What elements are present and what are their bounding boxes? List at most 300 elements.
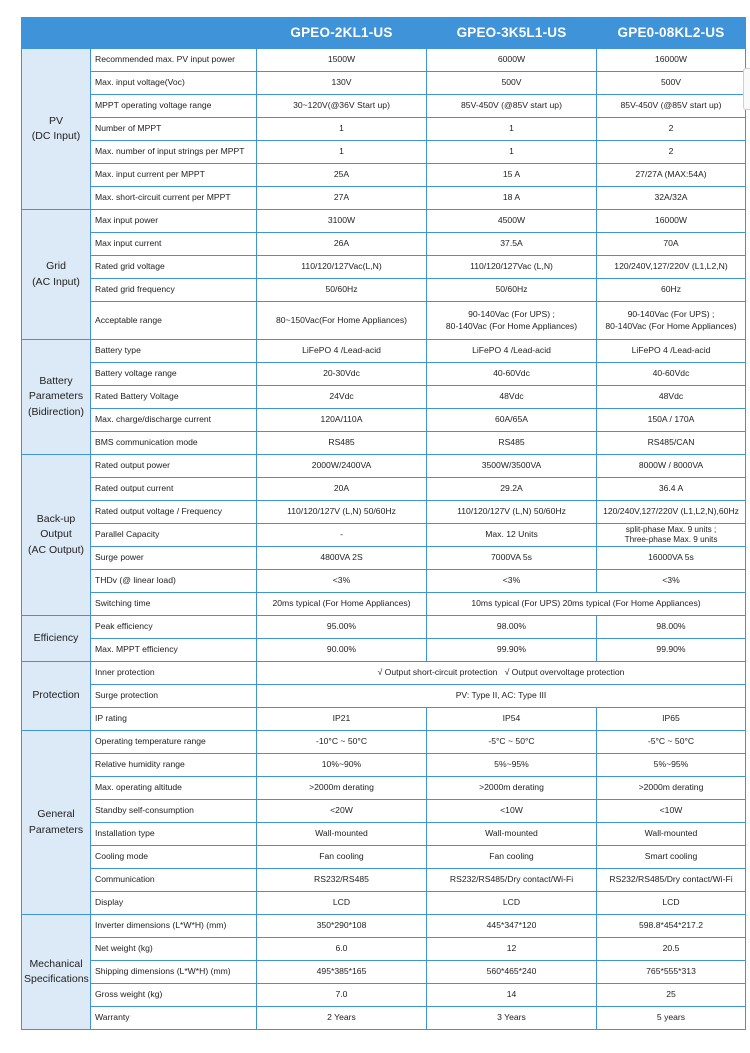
spec-value-line: 90-140Vac (For UPS) ; (468, 308, 555, 319)
spec-value (427, 524, 597, 547)
spec-value-merged (257, 685, 746, 708)
spec-table (21, 17, 746, 1030)
group-label-line: (Bidirection) (27, 405, 85, 418)
spec-value (597, 455, 746, 478)
spec-value-text: 48Vdc (499, 391, 524, 402)
spec-row (22, 386, 746, 409)
spec-value (257, 708, 427, 731)
group-label-grid (22, 210, 91, 340)
spec-row (22, 777, 746, 800)
spec-value-text: 2 (668, 123, 674, 134)
spec-value-text: 5%~95% (653, 759, 689, 770)
spec-row (22, 685, 746, 708)
spec-value-text: 50/60Hz (495, 284, 528, 295)
spec-value-merged (427, 593, 746, 616)
param-label (91, 118, 257, 141)
spec-value-text: IP54 (502, 713, 521, 724)
spec-value (427, 501, 597, 524)
spec-value (427, 547, 597, 570)
spec-value (597, 777, 746, 800)
param-label (91, 141, 257, 164)
spec-value (597, 1007, 746, 1030)
group-label-protection (22, 662, 91, 731)
spec-value (257, 210, 427, 233)
spec-value-text: 85V-450V (@85V start up) (461, 100, 562, 111)
group-label-general (22, 731, 91, 915)
param-label (91, 302, 257, 340)
spec-row (22, 754, 746, 777)
spec-row (22, 869, 746, 892)
param-label-text: Switching time (95, 598, 151, 609)
spec-value-text: 4800VA 2S (320, 552, 363, 563)
group-label-line: Battery (39, 375, 73, 388)
spec-value-text: 18 A (502, 192, 521, 203)
spec-value-text: 1 (339, 123, 344, 134)
header-blank-param (91, 18, 257, 49)
param-label (91, 685, 257, 708)
header-blank-group (22, 18, 91, 49)
spec-value (597, 892, 746, 915)
spec-row (22, 187, 746, 210)
spec-value (597, 524, 746, 547)
spec-value-text: <10W (500, 805, 523, 816)
param-label-text: Max. operating altitude (95, 782, 182, 793)
param-label (91, 777, 257, 800)
param-label-text: Communication (95, 874, 155, 885)
spec-row (22, 547, 746, 570)
param-label-text: Inverter dimensions (L*W*H) (mm) (95, 920, 227, 931)
param-label-text: Acceptable range (95, 314, 162, 325)
param-label (91, 731, 257, 754)
spec-row (22, 118, 746, 141)
spec-value (257, 302, 427, 340)
spec-value-line: 80-140Vac (For Home Appliances) (605, 320, 737, 331)
spec-value-text: 7000VA 5s (491, 552, 532, 563)
spec-value (597, 432, 746, 455)
param-label (91, 455, 257, 478)
spec-value (427, 846, 597, 869)
spec-value (597, 501, 746, 524)
spec-value-text: 1 (509, 123, 514, 134)
spec-row (22, 1007, 746, 1030)
spec-value (257, 892, 427, 915)
spec-value (427, 302, 597, 340)
group-label-line: (AC Output) (27, 543, 85, 556)
spec-value-text: 1 (339, 146, 344, 157)
spec-value (257, 455, 427, 478)
spec-value-text: 598.8*454*217.2 (638, 920, 704, 931)
spec-value (597, 210, 746, 233)
spec-row (22, 49, 746, 72)
spec-value (427, 616, 597, 639)
spec-value (597, 72, 746, 95)
group-label-backup (22, 455, 91, 616)
group-label-line: Output (40, 528, 72, 541)
spec-value (597, 363, 746, 386)
spec-row (22, 915, 746, 938)
param-label-text: Battery voltage range (95, 368, 177, 379)
param-label (91, 210, 257, 233)
param-label-text: Relative humidity range (95, 759, 185, 770)
spec-row (22, 233, 746, 256)
model-header-08kl2: GPE0-08KL2-US (597, 18, 746, 49)
spec-value-text: RS232/RS485 (314, 874, 369, 885)
param-label (91, 823, 257, 846)
spec-value (597, 233, 746, 256)
spec-value (597, 279, 746, 302)
spec-value-text: 16000VA 5s (648, 552, 694, 563)
spec-value (597, 49, 746, 72)
spec-value (597, 164, 746, 187)
spec-row (22, 478, 746, 501)
spec-value (427, 961, 597, 984)
spec-value-text: 765*555*313 (646, 966, 696, 977)
spec-value (597, 984, 746, 1007)
spec-value-text: PV: Type II, AC: Type III (455, 690, 547, 701)
spec-value (427, 187, 597, 210)
spec-row (22, 95, 746, 118)
spec-value-text: 37.5A (500, 238, 523, 249)
spec-value-text: IP65 (662, 713, 680, 724)
param-label-text: Max. charge/discharge current (95, 414, 212, 425)
param-label-text: Rated output voltage / Frequency (95, 506, 223, 517)
spec-value (257, 256, 427, 279)
spec-value-text: 40-60Vdc (493, 368, 530, 379)
spec-value (427, 915, 597, 938)
spec-value-text: 14 (506, 989, 517, 1000)
spec-value (257, 570, 427, 593)
spec-value (427, 432, 597, 455)
spec-value (427, 455, 597, 478)
param-label-text: Shipping dimensions (L*W*H) (mm) (95, 966, 231, 977)
group-label-line: (DC Input) (31, 130, 81, 142)
spec-value (597, 187, 746, 210)
spec-value-text: 50/60Hz (325, 284, 358, 295)
spec-value-line: - (340, 529, 343, 540)
spec-row (22, 593, 746, 616)
spec-row (22, 455, 746, 478)
spec-value-text: 500V (501, 77, 522, 88)
group-label-battery (22, 340, 91, 455)
spec-value (257, 409, 427, 432)
spec-value (257, 164, 427, 187)
spec-value-text: 32A/32A (654, 192, 688, 203)
spec-value-text: 10%~90% (321, 759, 362, 770)
spec-value (597, 961, 746, 984)
spec-value (427, 869, 597, 892)
param-label (91, 639, 257, 662)
spec-value-text: 60A/65A (495, 414, 528, 425)
spec-value-text: 20-30Vdc (323, 368, 360, 379)
spec-value-text: RS232/RS485/Dry contact/Wi-Fi (609, 874, 733, 885)
param-label-text: Net weight (kg) (95, 943, 153, 954)
spec-value-text: 3 Years (497, 1012, 526, 1023)
param-label-text: Warranty (95, 1012, 130, 1023)
spec-value (257, 754, 427, 777)
spec-value-text: 27A (333, 192, 350, 203)
spec-value-text: 16000W (654, 215, 687, 226)
spec-value (257, 846, 427, 869)
spec-value (597, 141, 746, 164)
spec-value-text: 560*465*240 (486, 966, 537, 977)
spec-value (427, 164, 597, 187)
spec-value-text: 24Vdc (329, 391, 354, 402)
param-label-text: Max. input current per MPPT (95, 169, 205, 180)
spec-value-text: 98.00% (656, 621, 686, 632)
param-label (91, 363, 257, 386)
spec-value (427, 1007, 597, 1030)
spec-value-text: 120/240V,127/220V (L1,L2,N) (614, 261, 728, 272)
spec-value-text: 60Hz (660, 284, 682, 295)
spec-value (427, 141, 597, 164)
group-label-line: Back-up (36, 513, 76, 526)
param-label (91, 524, 257, 547)
param-label (91, 616, 257, 639)
spec-value-text: 3500W/3500VA (481, 460, 542, 471)
param-label (91, 961, 257, 984)
spec-value (427, 279, 597, 302)
spec-value (257, 386, 427, 409)
spec-row (22, 501, 746, 524)
spec-value-line: 90-140Vac (For UPS) ; (627, 308, 715, 319)
spec-value-text: 48Vdc (658, 391, 684, 402)
spec-value-text: 2 Years (327, 1012, 356, 1023)
param-label (91, 49, 257, 72)
spec-value-text: 10ms typical (For UPS) 20ms typical (For Home Appliances) (471, 598, 701, 609)
spec-value (427, 754, 597, 777)
spec-body (22, 49, 746, 1030)
spec-value (597, 478, 746, 501)
spec-value (427, 409, 597, 432)
spec-value-text: 25 (666, 989, 676, 1000)
spec-value-text: RS485 (328, 437, 355, 448)
spec-value-text: <20W (330, 805, 353, 816)
spec-value-text: 350*290*108 (316, 920, 367, 931)
spec-row (22, 409, 746, 432)
spec-value (257, 279, 427, 302)
spec-value-text: LiFePO 4 /Lead-acid (302, 345, 381, 356)
param-label (91, 409, 257, 432)
spec-value (597, 869, 746, 892)
param-label-text: Operating temperature range (95, 736, 206, 747)
spec-value (427, 984, 597, 1007)
spec-value (597, 547, 746, 570)
spec-value-text: 1500W (327, 54, 356, 65)
spec-value-merged (257, 662, 746, 685)
param-label-text: Display (95, 897, 124, 908)
spec-value-line: Max. 12 Units (485, 529, 538, 540)
spec-value (257, 593, 427, 616)
spec-value (597, 409, 746, 432)
spec-value (427, 210, 597, 233)
spec-value (427, 363, 597, 386)
spec-value (427, 777, 597, 800)
param-label-text: Max. MPPT efficiency (95, 644, 178, 655)
spec-row (22, 708, 746, 731)
param-label-text: Parallel Capacity (95, 529, 160, 540)
spec-value (427, 639, 597, 662)
param-label (91, 938, 257, 961)
spec-value-text: LiFePO 4 /Lead-acid (631, 345, 711, 356)
spec-value (597, 340, 746, 363)
param-label-text: Rated grid frequency (95, 284, 175, 295)
spec-value (597, 256, 746, 279)
spec-value (257, 639, 427, 662)
spec-value-text: 30~120V(@36V Start up) (293, 100, 390, 111)
spec-value-text: 90.00% (326, 644, 357, 655)
spec-value (257, 869, 427, 892)
spec-value-text: 110/120/127V (L,N) 50/60Hz (457, 506, 566, 517)
spec-row (22, 302, 746, 340)
param-label (91, 501, 257, 524)
spec-value (427, 800, 597, 823)
spec-value-text: 500V (660, 77, 682, 88)
spec-value-text: 26A (333, 238, 350, 249)
spec-row (22, 961, 746, 984)
spec-value (257, 340, 427, 363)
spec-value (257, 547, 427, 570)
spec-value-text: 70A (663, 238, 679, 249)
spec-value (427, 256, 597, 279)
param-label (91, 95, 257, 118)
spec-value (257, 118, 427, 141)
spec-value-text: RS232/RS485/Dry contact/Wi-Fi (449, 874, 574, 885)
spec-value-text: 110/120/127V (L,N) 50/60Hz (287, 506, 396, 517)
param-label-text: Standby self-consumption (95, 805, 194, 816)
spec-value-text: 16000W (654, 54, 687, 65)
spec-row (22, 524, 746, 547)
spec-value-text: 120/240V,127/220V (L1,L2,N),60Hz (603, 506, 739, 517)
spec-value-text: <3% (332, 575, 351, 586)
param-label (91, 570, 257, 593)
param-label (91, 915, 257, 938)
spec-value (427, 72, 597, 95)
spec-value-text: IP21 (332, 713, 351, 724)
spec-row (22, 984, 746, 1007)
spec-value (597, 386, 746, 409)
group-label-pv (22, 49, 91, 210)
param-label-text: THDv (@ linear load) (95, 575, 176, 586)
spec-value (597, 846, 746, 869)
group-label-line: Mechanical (29, 957, 83, 970)
spec-value-text: 150A / 170A (647, 414, 695, 425)
spec-value (257, 49, 427, 72)
spec-value (257, 95, 427, 118)
param-label-text: Battery type (95, 345, 141, 356)
spec-row (22, 432, 746, 455)
spec-value (427, 95, 597, 118)
spec-value-text: 3100W (327, 215, 356, 226)
param-label (91, 340, 257, 363)
spec-value (257, 1007, 427, 1030)
param-label (91, 256, 257, 279)
spec-row (22, 823, 746, 846)
spec-value (597, 708, 746, 731)
spec-row (22, 662, 746, 685)
spec-value (427, 570, 597, 593)
spec-value-text: -10°C ~ 50°C (315, 736, 368, 747)
spec-value-text: 98.00% (496, 621, 527, 632)
spec-value-text: 99.90% (496, 644, 527, 655)
spec-value (257, 501, 427, 524)
param-label (91, 187, 257, 210)
spec-row (22, 639, 746, 662)
spec-value (257, 823, 427, 846)
param-label-text: Max input power (95, 215, 159, 226)
param-label-text: MPPT operating voltage range (95, 100, 212, 111)
spec-value-text: 130V (331, 77, 352, 88)
spec-value-line: 80~150Vac(For Home Appliances) (276, 314, 407, 325)
spec-value-text: 95.00% (326, 621, 357, 632)
spec-value (257, 141, 427, 164)
spec-value-text: 12 (506, 943, 517, 954)
spec-value-text: >2000m derating (309, 782, 374, 793)
spec-value (257, 432, 427, 455)
spec-row (22, 256, 746, 279)
spec-value-text: 20ms typical (For Home Appliances) (272, 598, 411, 609)
group-label-line: PV (48, 114, 63, 127)
spec-value-text: 36.4 A (658, 483, 684, 494)
model-header-2kl1: GPEO-2KL1-US (257, 18, 427, 49)
spec-value-text: 2000W/2400VA (311, 460, 372, 471)
spec-value-text: 20.5 (662, 943, 680, 954)
spec-value (257, 187, 427, 210)
param-label-text: Max. short-circuit current per MPPT (95, 192, 231, 203)
spec-value-text: 110/120/127Vac(L,N) (301, 261, 382, 272)
param-label-text: Rated output power (95, 460, 171, 471)
spec-value-text: -5°C ~ 50°C (647, 736, 695, 747)
spec-value-text: <3% (662, 575, 680, 586)
spec-value-text: Smart cooling (644, 851, 698, 862)
spec-row (22, 938, 746, 961)
spec-value-text: 2 (668, 146, 674, 157)
param-label-text: BMS communication mode (95, 437, 198, 448)
spec-value-text: <10W (659, 805, 683, 816)
spec-value-text: 110/120/127Vac (L,N) (470, 261, 553, 272)
param-label-text: Gross weight (kg) (95, 989, 163, 1000)
spec-row (22, 141, 746, 164)
spec-row (22, 72, 746, 95)
spec-value-line: 80-140Vac (For Home Appliances) (445, 320, 578, 331)
spec-row (22, 363, 746, 386)
param-label (91, 593, 257, 616)
spec-value-text: 29.2A (500, 483, 523, 494)
param-label (91, 432, 257, 455)
spec-value-text: 1 (509, 146, 514, 157)
spec-value-text: 6.0 (335, 943, 348, 954)
spec-value (597, 570, 746, 593)
spec-value-text: Wall-mounted (485, 828, 538, 839)
spec-value (427, 478, 597, 501)
spec-row (22, 210, 746, 233)
param-label-text: IP rating (95, 713, 127, 724)
spec-value (427, 823, 597, 846)
spec-value-text: 5 years (656, 1012, 686, 1023)
param-label-text: Recommended max. PV input power (95, 54, 235, 65)
spec-value (597, 731, 746, 754)
spec-row (22, 279, 746, 302)
param-label (91, 754, 257, 777)
param-label-text: Rated grid voltage (95, 261, 165, 272)
group-label-line: Parameters (28, 823, 84, 836)
spec-value (597, 823, 746, 846)
param-label-text: Number of MPPT (95, 123, 162, 134)
spec-value (597, 95, 746, 118)
param-label (91, 800, 257, 823)
spec-value-text: 15 A (502, 169, 521, 180)
scroll-edge-tab[interactable] (743, 68, 750, 110)
param-label (91, 869, 257, 892)
